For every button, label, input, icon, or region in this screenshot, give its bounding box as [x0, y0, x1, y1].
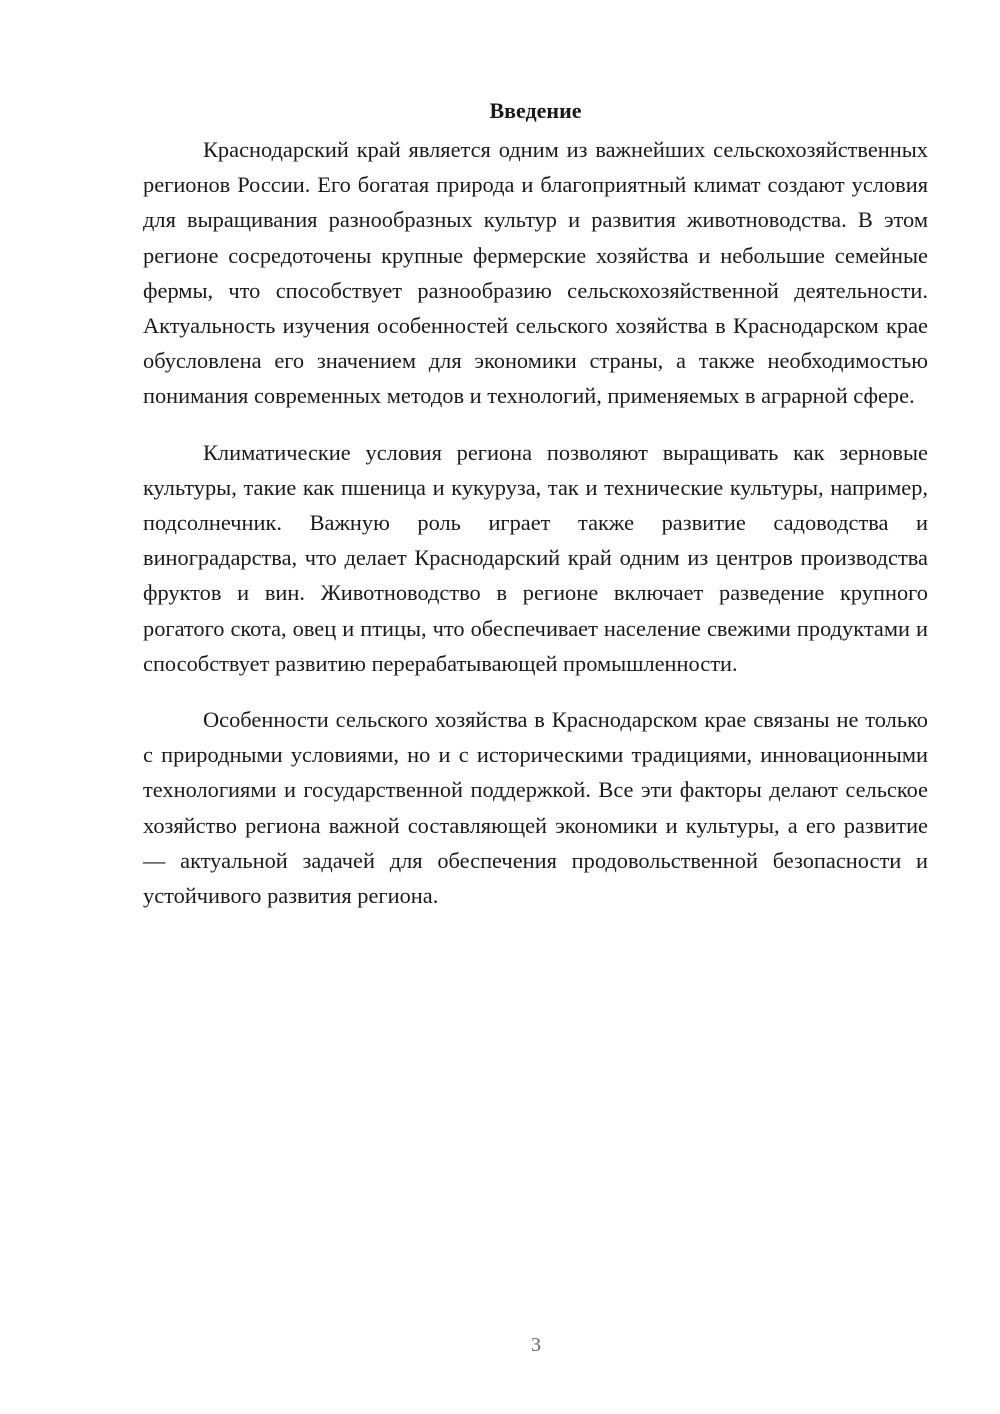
- paragraph-2: Климатические условия региона позволяют выращивать как зерновые культуры, такие как пшеница и кукуруза, так и технические культуры, например, подсолнечник. Важную роль играет также развитие садоводства и виноградарства, что делает Краснодарский край одним из центров производства фруктов и вин. Животноводство в регионе включает разведение крупного рогатого скота, овец и птицы, что обеспечивает население свежими продуктами и способствует развитию перерабатывающей промышленности.: [143, 439, 928, 676]
- paragraph-1: Краснодарский край является одним из важнейших сельскохозяйственных регионов России. Его богатая природа и благоприятный климат создают условия для выращивания разнообразных культур и развития животноводства. В этом регионе сосредоточены крупные фермерские хозяйства и небольшие семейные фермы, что способствует разнообразию сельскохозяйственной деятельности. Актуальность изучения особенностей сельского хозяйства в Краснодарском крае обусловлена его значением для экономики страны, а также необходимостью понимания современных методов и технологий, применяемых в аграрной сфере.: [143, 137, 928, 409]
- section-heading: Введение: [489, 98, 582, 123]
- paragraph-3: Особенности сельского хозяйства в Краснодарском крае связаны не только с природными условиями, но и с историческими традициями, инновационными технологиями и государственной поддержкой. Все эти факторы делают сельское хозяйство региона важной составляющей экономики и культуры, а его развитие — актуальной задачей для обеспечения продовольственной безопасности и устойчивого развития региона.: [143, 707, 928, 909]
- page-content: [143, 96, 928, 934]
- page-number: 3: [531, 1334, 541, 1356]
